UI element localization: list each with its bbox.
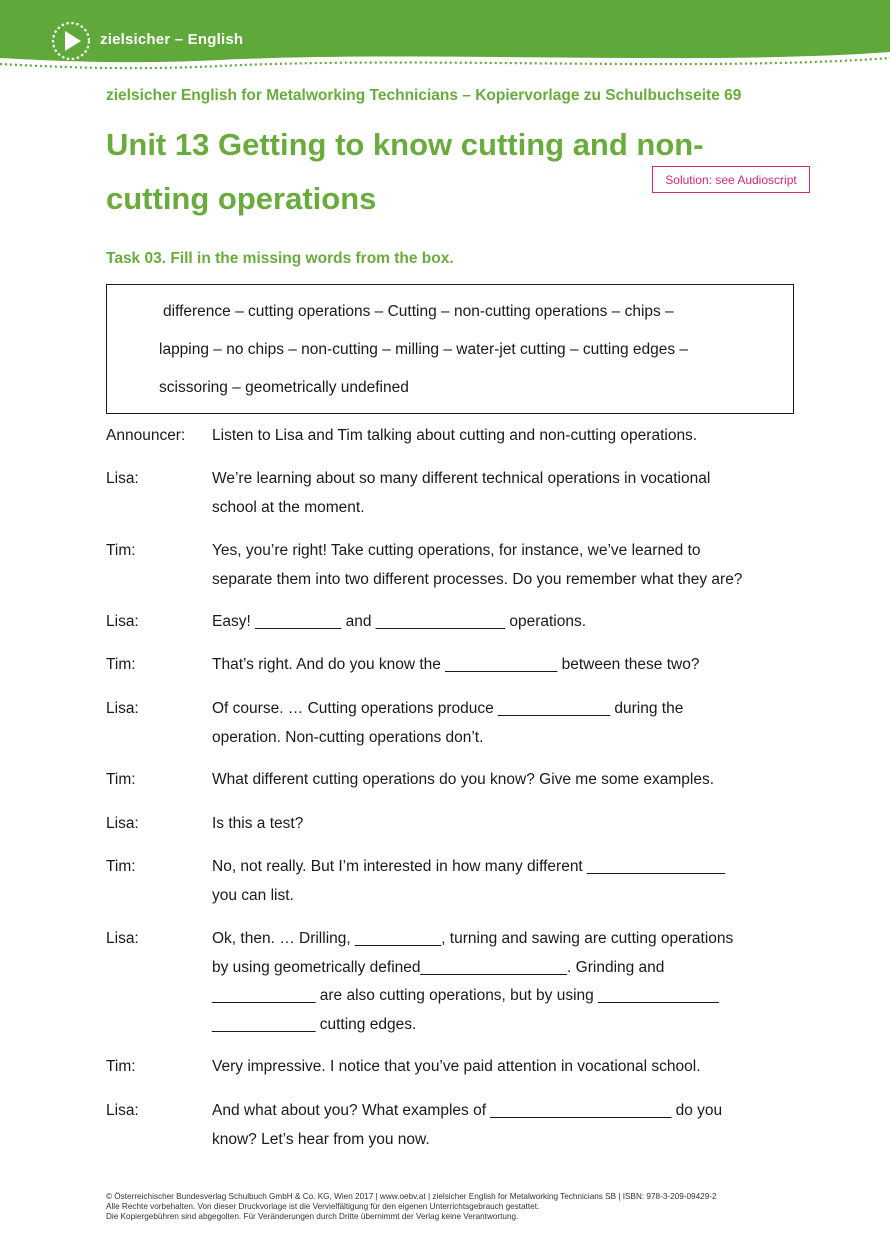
dialogue-text <box>212 853 812 910</box>
dialogue-line: separate them into two different processes. Do you remember what they are? <box>212 570 743 588</box>
dialogue-line: That’s right. And do you know the _____________ between these two? <box>212 656 700 673</box>
dialogue-line: Listen to Lisa and Tim talking about cutting and non-cutting operations. <box>212 427 698 444</box>
speaker-label: Lisa: <box>106 470 139 487</box>
dialogue-text <box>212 465 812 522</box>
dialogue-text <box>212 608 812 637</box>
word-box <box>106 284 794 414</box>
speaker-label: Tim: <box>106 771 136 788</box>
word-box-line: scissoring – geometrically undefined <box>159 379 409 396</box>
page-subtitle: zielsicher English for Metalworking Technicians – Kopiervorlage zu Schulbuchseite 69 <box>106 87 742 104</box>
play-icon <box>50 20 92 62</box>
speaker-label: Lisa: <box>106 930 139 947</box>
dialogue-line: Of course. … Cutting operations produce _____________ during the <box>212 700 684 717</box>
dialogue-text <box>212 810 812 839</box>
speaker-label: Announcer: <box>106 427 186 444</box>
dialogue-line: Very impressive. I notice that you’ve paid attention in vocational school. <box>212 1058 701 1075</box>
speaker-label: Lisa: <box>106 613 139 630</box>
dialogue-text <box>212 1097 812 1154</box>
dialogue-line: And what about you? What examples of _____________________ do you <box>212 1102 723 1119</box>
speaker-label: Tim: <box>106 542 136 559</box>
dialogue-line: ____________ are also cutting operations, but by using ______________ <box>212 987 719 1004</box>
dialogue-line: ____________ cutting edges. <box>212 1015 417 1033</box>
dialogue-line: you can list. <box>212 886 294 904</box>
speaker-label: Lisa: <box>106 815 139 832</box>
word-box-line: difference – cutting operations – Cutting – non-cutting operations – chips – <box>163 303 674 320</box>
speaker-label: Tim: <box>106 858 136 875</box>
dialogue-line: No, not really. But I’m interested in how many different ________________ <box>212 858 725 875</box>
speaker-label: Lisa: <box>106 1102 139 1119</box>
solution-badge: Solution: see Audioscript <box>652 166 810 193</box>
copyright-footer <box>106 1192 826 1222</box>
word-box-line: lapping – no chips – non-cutting – milling – water-jet cutting – cutting edges – <box>159 341 689 358</box>
task-instruction: Task 03. Fill in the missing words from the box. <box>106 250 454 267</box>
footer-line: Alle Rechte vorbehalten. Von dieser Druckvorlage ist die Vervielfältigung für den eigenen Unterrichtsgebrauch gestattet. <box>106 1202 540 1211</box>
dialogue-line: operation. Non-cutting operations don’t. <box>212 728 484 746</box>
dialogue-line: What different cutting operations do you know? Give me some examples. <box>212 771 715 788</box>
dialogue-line: by using geometrically defined_________________. Grinding and <box>212 958 665 976</box>
dialogue-line: Ok, then. … Drilling, __________, turning and sawing are cutting operations <box>212 930 734 947</box>
dialogue-line: Easy! __________ and _______________ operations. <box>212 613 587 630</box>
footer-line: Die Kopiergebühren sind abgegolten. Für Veränderungen durch Dritte übernimmt der Verlag keine Verantwortung. <box>106 1212 519 1221</box>
dialogue-line: Yes, you’re right! Take cutting operations, for instance, we’ve learned to <box>212 542 701 559</box>
dialogue-text <box>212 422 812 451</box>
brand-name: zielsicher – English <box>100 31 244 48</box>
dialogue-line: Is this a test? <box>212 815 304 832</box>
speaker-label: Tim: <box>106 656 136 673</box>
page-title: Unit 13 Getting to know cutting and non-cutting operations <box>106 127 704 216</box>
dialogue-text <box>212 1053 812 1082</box>
dialogue-line: We’re learning about so many different technical operations in vocational <box>212 470 711 487</box>
dialogue-line: know? Let’s hear from you now. <box>212 1130 430 1148</box>
speaker-label: Tim: <box>106 1058 136 1075</box>
dialogue-line: school at the moment. <box>212 498 365 516</box>
footer-line: © Österreichischer Bundesverlag Schulbuch GmbH & Co. KG, Wien 2017 | www.oebv.at | zielsicher English for Metalworking Technicians SB | ISBN: 978-3-209-09429-2 <box>106 1192 717 1201</box>
dialogue-text <box>212 695 812 752</box>
dialogue-text <box>212 651 812 680</box>
dialogue-text <box>212 925 812 1039</box>
dialogue-text <box>212 537 812 594</box>
dialogue-text <box>212 766 812 795</box>
speaker-label: Lisa: <box>106 700 139 717</box>
